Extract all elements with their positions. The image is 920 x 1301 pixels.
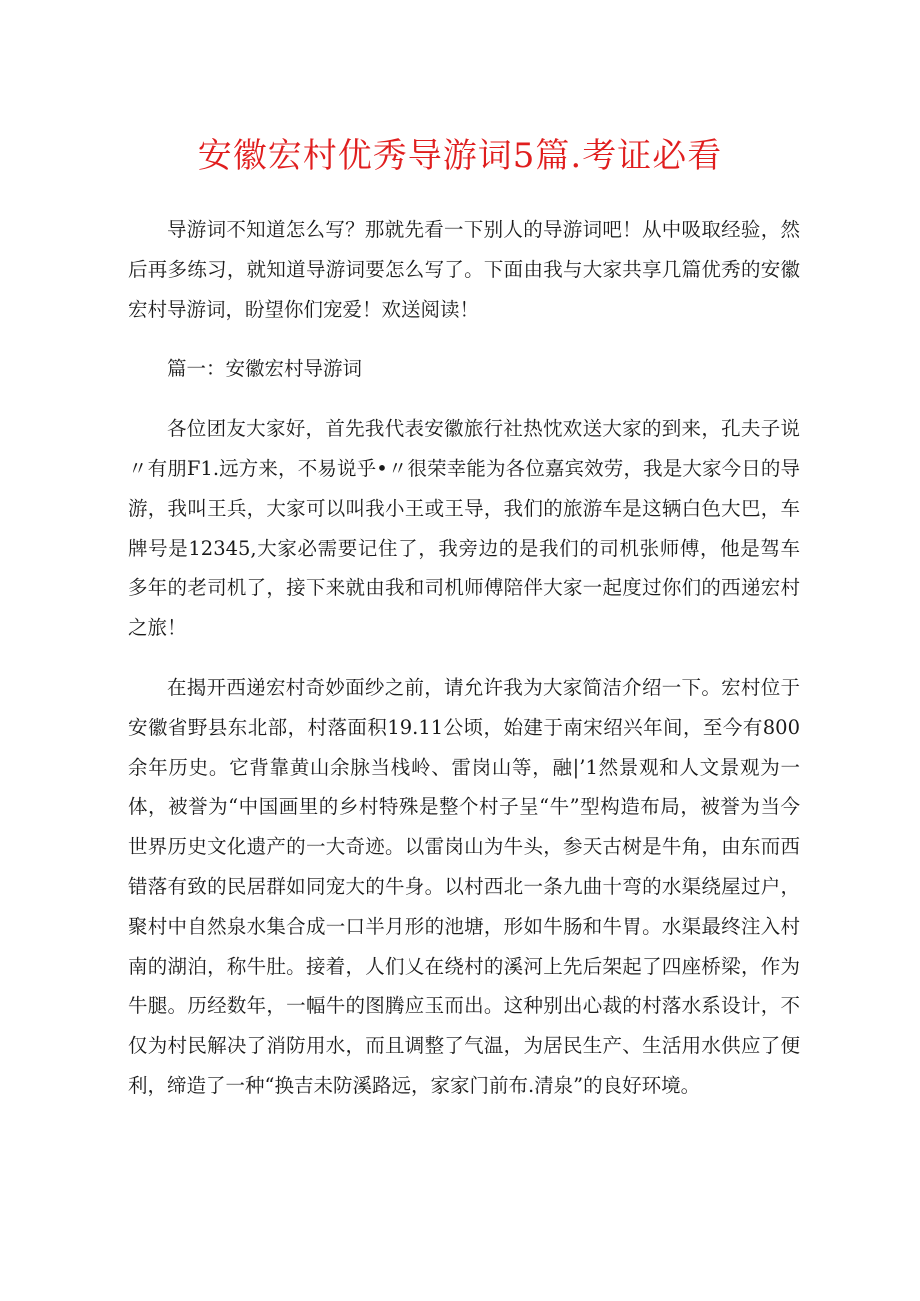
body-paragraph: 各位团友大家好，首先我代表安徽旅行社热忱欢送大家的到来，孔夫子说〃有朋F1.远方来，不易说乎•〃很荣幸能为各位嘉宾效劳，我是大家今日的导游，我叫王兵，大家可以叫我小王或王导，我们的旅游车是这辆白色大巴，车牌号是12345,大家必需要记住了，我旁边的是我们的司机张师傅，他是驾车多年的老司机了，接下来就由我和司机师傅陪伴大家一起度过你们的西递宏村之旅！ — [128, 417, 800, 640]
intro-paragraph: 导游词不知道怎么写？那就先看一下别人的导游词吧！从中吸取经验，然后再多练习，就知道导游词要怎么写了。下面由我与大家共享几篇优秀的安徽宏村导游词，盼望你们宠爱！欢送阅读！ — [128, 218, 800, 321]
section-heading: 篇一：安徽宏村导游词 — [167, 357, 363, 381]
document-body — [128, 210, 800, 1126]
document-title: 安徽宏村优秀导游词5篇.考证必看 — [197, 136, 723, 176]
body-paragraph: 在揭开西递宏村奇妙面纱之前，请允许我为大家简洁介绍一下。宏村位于安徽省野县东北部，村落面积19.11公顷，始建于南宋绍兴年间，至今有800余年历史。它背靠黄山余脉当栈岭、雷岗山等，融|’1然景观和人文景观为一体，被誉为“中国画里的乡村特殊是整个村子呈“牛”型构造布局，被誉为当今世界历史文化遗产的一大奇迹。以雷岗山为牛头，参天古树是牛角，由东而西错落有致的民居群如同宠大的牛身。以村西北一条九曲十弯的水渠绕屋过户，聚村中自然泉水集合成一口半月形的池塘，形如牛肠和牛胃。水渠最终注入村南的湖泊，称牛肚。接着，人们乂在绕村的溪河上先后架起了四座桥梁，作为牛腿。历经数年，一幅牛的图腾应玉而出。这种别出心裁的村落水系设计，不仅为村民解决了消防用水，而且调整了气温，为居民生产、生活用水供应了便利，缔造了一种“换吉未防溪路远，家家门前布.清泉”的良好环境。 — [128, 675, 800, 1097]
